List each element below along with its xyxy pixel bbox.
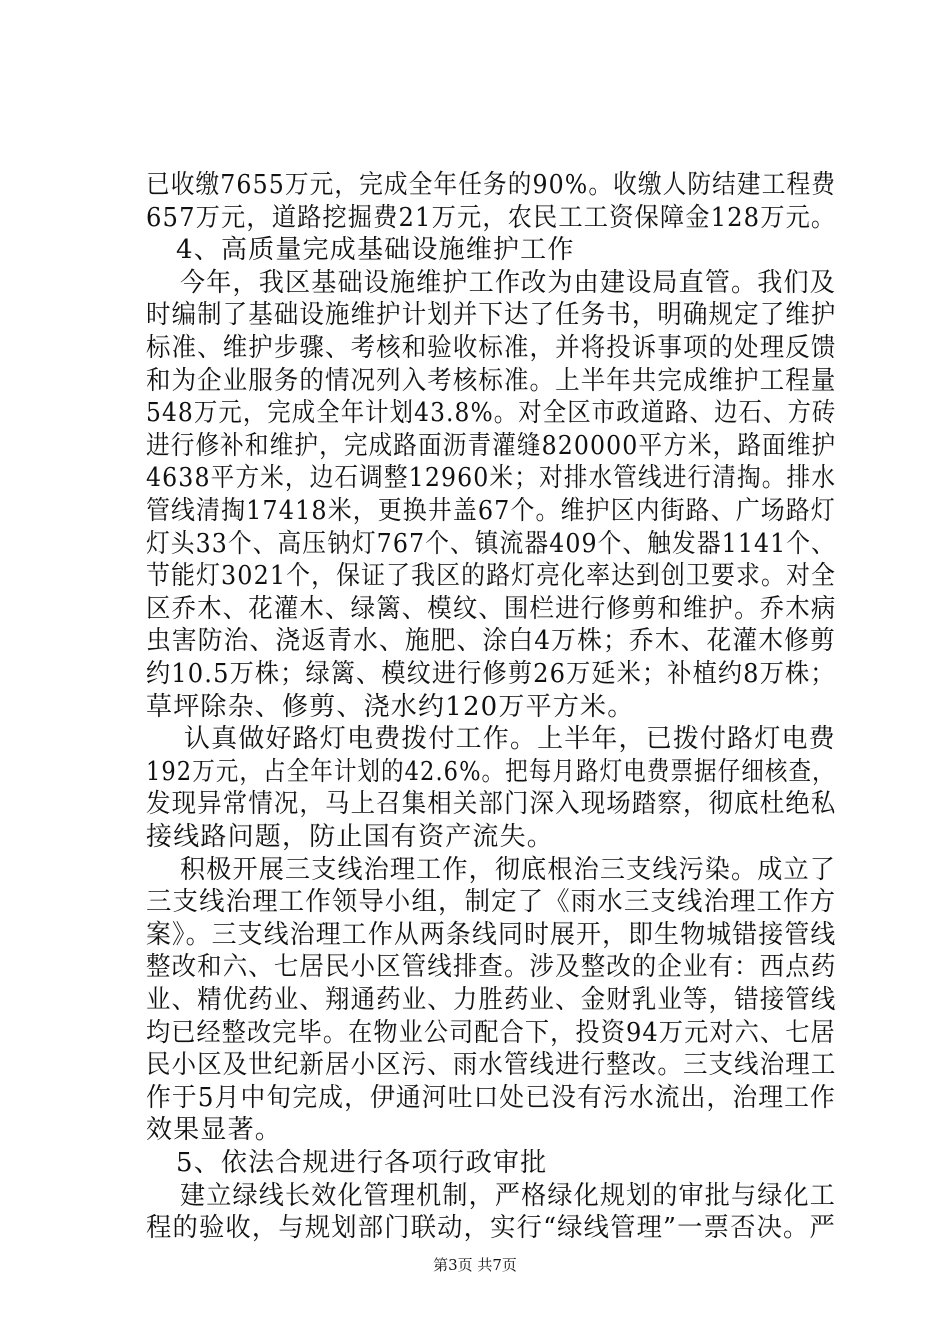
text-line: 建立绿线长效化管理机制，严格绿化规划的审批与绿化工 [180, 1181, 837, 1211]
text-line: 4638平方米，边石调整12960米；对排水管线进行清掏。排水 [146, 463, 837, 493]
text-line: 认真做好路灯电费拨付工作。上半年，已拨付路灯电费 [184, 724, 836, 754]
text-line: 灯头33个、高压钠灯767个、镇流器409个、触发器1141个、 [146, 529, 836, 559]
text-line: 作于5月中旬完成，伊通河吐口处已没有污水流出，治理工作 [146, 1083, 836, 1113]
text-line: 案》。三支线治理工作从两条线同时展开，即生物城错接管线 [146, 920, 837, 950]
text-line: 标准、维护步骤、考核和验收标准，并将投诉事项的处理反馈 [146, 333, 837, 363]
text-line: 192万元，占全年计划的42.6%。把每月路灯电费票据仔细核查， [146, 757, 836, 787]
text-line: 区乔木、花灌木、绿篱、模纹、围栏进行修剪和维护。乔木病 [146, 594, 837, 624]
text-line: 发现异常情况，马上召集相关部门深入现场踏察，彻底杜绝私 [146, 789, 837, 819]
text-line: 进行修补和维护，完成路面沥青灌缝820000平方米，路面维护 [146, 431, 837, 461]
page-number-footer: 第3页 共7页 [433, 1256, 517, 1274]
text-line: 业、精优药业、翔通药业、力胜药业、金财乳业等，错接管线 [146, 985, 837, 1015]
text-line: 约10.5万株；绿篱、模纹进行修剪26万延米；补植约8万株； [146, 659, 836, 689]
text-line: 草坪除杂、修剪、浇水约120万平方米。 [146, 692, 635, 722]
text-line: 657万元，道路挖掘费21万元，农民工工资保障金128万元。 [146, 203, 837, 233]
section-heading: 5、依法合规进行各项行政审批 [176, 1148, 548, 1178]
text-line: 已收缴7655万元，完成全年任务的90%。收缴人防结建工程费 [146, 170, 836, 200]
text-line: 程的验收，与规划部门联动，实行“绿线管理”一票否决。严 [146, 1213, 836, 1243]
text-line: 节能灯3021个，保证了我区的路灯亮化率达到创卫要求。对全 [146, 561, 836, 591]
text-line: 民小区及世纪新居小区污、雨水管线进行整改。三支线治理工 [146, 1050, 837, 1080]
text-line: 积极开展三支线治理工作，彻底根治三支线污染。成立了 [180, 855, 837, 885]
text-line: 今年，我区基础设施维护工作改为由建设局直管。我们及 [180, 268, 837, 298]
section-heading: 4、高质量完成基础设施维护工作 [176, 235, 575, 265]
text-line: 管线清掏17418米，更换井盖67个。维护区内街路、广场路灯 [146, 496, 836, 526]
text-line: 548万元，完成全年计划43.8%。对全区市政道路、边石、方砖 [146, 398, 837, 428]
text-line: 虫害防治、浇返青水、施肥、涂白4万株；乔木、花灌木修剪 [146, 626, 836, 656]
text-line: 效果显著。 [146, 1115, 283, 1145]
text-line: 时编制了基础设施维护计划并下达了任务书，明确规定了维护 [146, 300, 837, 330]
text-line: 整改和六、七居民小区管线排查。涉及整改的企业有：西点药 [146, 952, 837, 982]
text-line: 接线路问题，防止国有资产流失。 [146, 822, 555, 852]
text-line: 和为企业服务的情况列入考核标准。上半年共完成维护工程量 [146, 366, 837, 396]
text-line: 均已经整改完毕。在物业公司配合下，投资94万元对六、七居 [146, 1018, 836, 1048]
text-line: 三支线治理工作领导小组，制定了《雨水三支线治理工作方 [146, 887, 837, 917]
